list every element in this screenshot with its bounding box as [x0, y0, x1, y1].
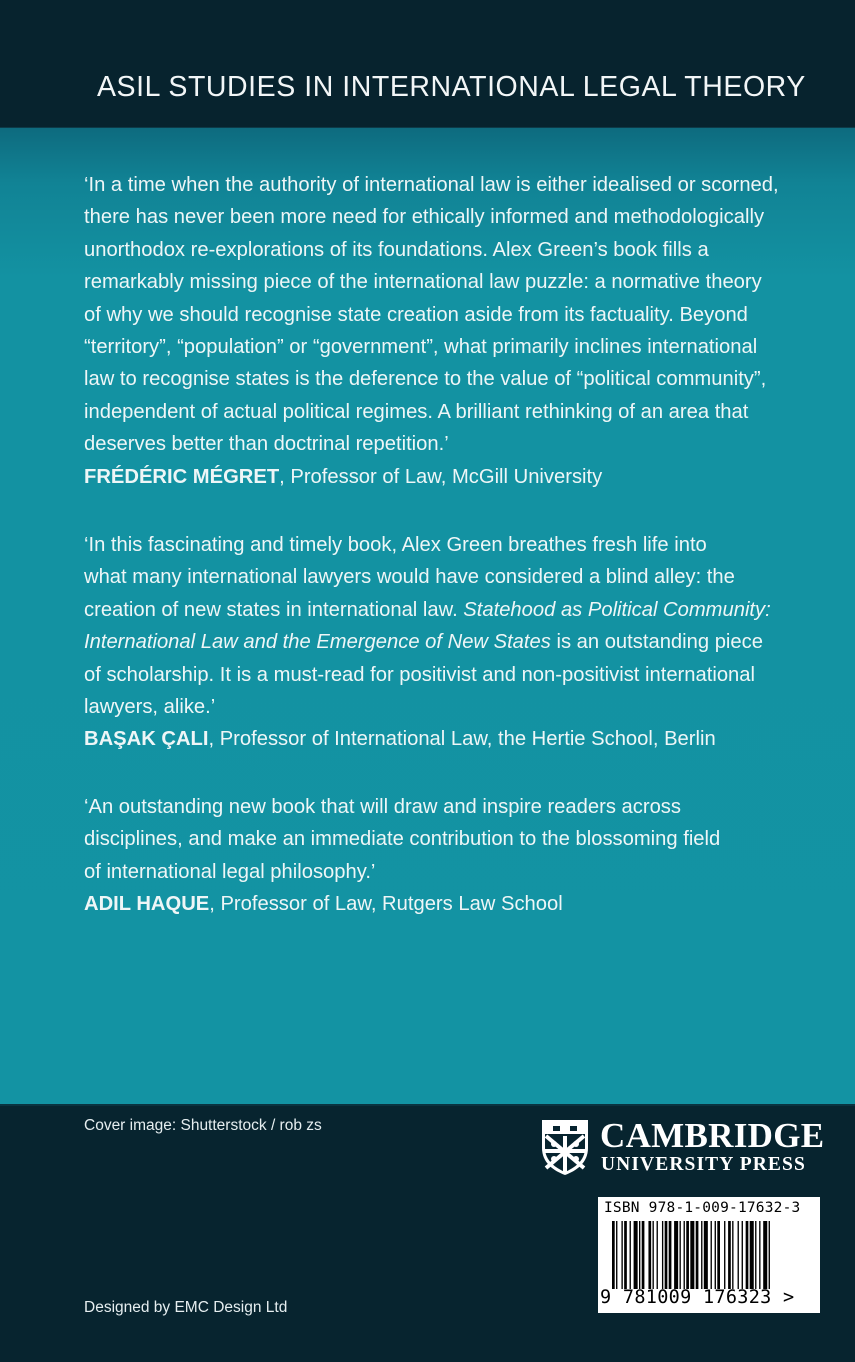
barcode-bar: [680, 1221, 681, 1289]
barcode-bar: [624, 1221, 627, 1289]
quote-line: ‘In a time when the authority of international law is either idealised or scorned,: [84, 174, 779, 196]
attribution: [84, 723, 824, 755]
barcode-bar: [634, 1221, 638, 1289]
barcode-bar: [732, 1221, 733, 1289]
endorser-affiliation: , Professor of International Law, the Hertie School, Berlin: [208, 728, 716, 751]
endorsement-haque: [84, 791, 824, 921]
isbn-label: ISBN 978-1-009-17632-3: [604, 1200, 801, 1216]
barcode-bar: [738, 1221, 739, 1289]
publisher-name: CAMBRIDGE: [600, 1116, 825, 1155]
barcode-bar: [639, 1221, 640, 1289]
barcode-bar: [704, 1221, 708, 1289]
quote-line: unorthodox re-explorations of its foundations. Alex Green’s book fills a: [84, 238, 709, 261]
quote-line: there has never been more need for ethically informed and methodologically: [84, 206, 765, 229]
series-title: ASIL STUDIES IN INTERNATIONAL LEGAL THEORY: [97, 71, 806, 103]
book-title-part-2: International Law and the Emergence of New States: [84, 631, 551, 654]
endorser-name: BAŞAK ÇALI: [84, 728, 209, 751]
barcode-bar: [696, 1221, 699, 1289]
endorser-name: FRÉDÉRIC MÉGRET: [84, 465, 280, 488]
quote-line: deserves better than doctrinal repetition.’: [84, 433, 449, 456]
isbn-barcode: [598, 1197, 820, 1313]
barcode-bar: [662, 1221, 663, 1289]
barcode-bar: [759, 1221, 760, 1289]
barcode-bar: [728, 1221, 731, 1289]
barcode-bar: [750, 1221, 754, 1289]
endorsement-cali: [84, 529, 824, 756]
quote-text: creation of new states in international law.: [84, 598, 458, 621]
barcode-bar: [674, 1221, 678, 1289]
endorser-name: ADIL HAQUE: [84, 893, 210, 916]
barcode-bar: [724, 1221, 725, 1289]
quote-line: lawyers, alike.’: [84, 696, 216, 719]
quote-line: of scholarship. It is a must-read for positivist and non-positivist international: [84, 663, 755, 686]
book-title-part-1: Statehood as Political Community:: [463, 598, 771, 621]
barcode-bar: [742, 1221, 743, 1289]
barcode-bar: [769, 1221, 770, 1289]
publisher-subtitle: UNIVERSITY PRESS: [601, 1154, 806, 1175]
barcode-bar: [642, 1221, 645, 1289]
barcode-bar: [648, 1221, 651, 1289]
endorsement-megret: [84, 169, 824, 493]
barcode-bar: [630, 1221, 631, 1289]
barcode-bar: [701, 1221, 702, 1289]
barcode-bar: [684, 1221, 685, 1289]
barcode-bar: [711, 1221, 712, 1289]
barcode-bar: [612, 1221, 615, 1289]
barcode-bar: [746, 1221, 749, 1289]
quote-line: “territory”, “population” or “government”, what primarily inclines international: [84, 336, 758, 359]
quote-line: independent of actual political regimes. A brilliant rethinking of an area that: [84, 400, 749, 423]
designer-credit: Designed by EMC Design Ltd: [84, 1299, 288, 1316]
barcode-bar: [690, 1221, 694, 1289]
attribution: [84, 888, 824, 920]
quote-line: what many international lawyers would have considered a blind alley: the: [84, 566, 735, 589]
barcode-bar: [665, 1221, 668, 1289]
barcode-bar: [616, 1221, 617, 1289]
barcode-bar: [669, 1221, 672, 1289]
quote-line: [84, 594, 824, 626]
barcode-bar: [621, 1221, 622, 1289]
endorser-affiliation: , Professor of Law, McGill University: [279, 465, 603, 488]
barcode-bar: [715, 1221, 716, 1289]
barcode-bar: [686, 1221, 689, 1289]
quote-line: [84, 626, 824, 658]
quote-line: ‘In this fascinating and timely book, Alex Green breathes fresh life into: [84, 534, 707, 556]
cambridge-logo: [540, 1116, 825, 1178]
cambridge-crest-icon: [540, 1118, 590, 1176]
quote-line: of international legal philosophy.’: [84, 860, 376, 883]
quote-text: is an outstanding piece: [550, 631, 763, 654]
quote-line: remarkably missing piece of the international law puzzle: a normative theory: [84, 271, 762, 294]
barcode-bar: [657, 1221, 658, 1289]
quote-line: law to recognise states is the deference to the value of “political community”,: [84, 368, 767, 391]
series-header: [0, 0, 855, 128]
attribution: [84, 461, 824, 493]
barcode-bar: [763, 1221, 767, 1289]
quote-line: of why we should recognise state creation aside from its factuality. Beyond: [84, 303, 748, 326]
cover-image-credit: Cover image: Shutterstock / rob zs: [84, 1117, 322, 1134]
endorser-affiliation: , Professor of Law, Rutgers Law School: [209, 893, 563, 916]
barcode-bars: [602, 1221, 816, 1289]
quote-line: ‘An outstanding new book that will draw and inspire readers across: [84, 796, 681, 818]
barcode-bar: [717, 1221, 720, 1289]
barcode-bar: [653, 1221, 654, 1289]
barcode-digits: 9 781009 176323 >: [600, 1287, 795, 1308]
quote-line: disciplines, and make an immediate contribution to the blossoming field: [84, 828, 721, 851]
barcode-bar: [755, 1221, 756, 1289]
